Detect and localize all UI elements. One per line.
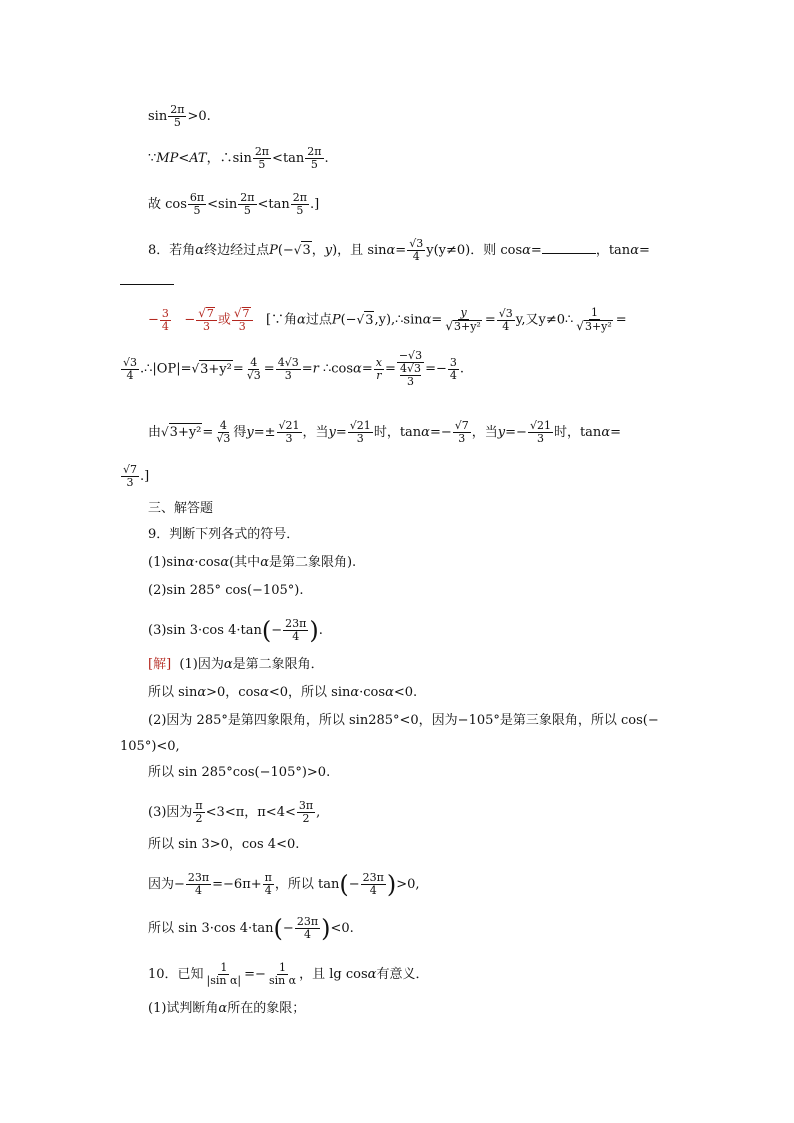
answer-blank [542, 241, 596, 254]
solution-line-5: 所以 sin 285°cos(−105°)>0. [148, 765, 331, 780]
solution-line-6: (3)因为 $\frac{\pi}{2}$ <3<π，π<4< $\frac{3\pi}{2}$ , [148, 799, 321, 825]
solution-line-3: (2)因为 285°是第四象限角，所以 sin285°<0，因为−105°是第三象限角，所以 cos(− [148, 713, 659, 728]
solution-start: [解] (1)因为α是第二象限角． [148, 657, 324, 672]
line-mp-at: ∵MP<AT，∴sin $\frac{2\pi}{5}$ <tan $\frac{2\pi}{5}$ . [148, 145, 329, 171]
question-9: 9．判断下列各式的符号． [148, 527, 300, 542]
question-9-3: (3)sin 3·cos 4·tan(− $\frac{23\pi}{4}$ ). [148, 616, 323, 645]
answer-8-line-2: $\frac{√3}{4}$ .∴|OP|=√3+y²= $\frac{4}{√3}$ = $\frac{4√3}{3}$ =r ∴cosα= $\frac{x}{r}$ = −√3 4√3 3 =− $\frac{3}{4}$ . [123, 349, 465, 388]
answer-8-line-4: $\frac{√7}{3}$ .] [123, 463, 150, 489]
question-9-1: (1)sinα·cosα(其中α是第二象限角). [148, 555, 357, 570]
section-heading: 三、解答题 [148, 501, 214, 516]
question-9-2: (2)sin 285° cos(−105°). [148, 583, 304, 598]
answer-blank-2 [120, 272, 174, 291]
solution-line-4: 105°)<0, [120, 739, 180, 754]
solution-line-8: 因为− $\frac{23\pi}{4}$ =−6π+ $\frac{\pi}{4}$ ，所以 tan(− $\frac{23\pi}{4}$ )>0, [148, 870, 420, 899]
question-10: 10．已知 $\frac{1}{\text{|sin α|}}$ =− $\frac{1}{\text{sin α}}$ ，且 lg cosα有意义． [148, 961, 429, 987]
question-8: 8．若角α终边经过点P(−√3，y)，且 sinα= $\frac{√3}{4}$ y(y≠0)．则 cosα= ，tanα= [148, 237, 650, 263]
answer-8-line-1: − $\frac{3}{4}$ − $\frac{√7}{3}$ 或 $\frac{√7}{3}$ [∵角α过点P(−√3,y),∴sinα= $\frac{y}{\text{√3+y²}}$ = $\frac{√3}{4}$ y,又y≠0∴ $\frac{1}{\text{√3+y²}}$ = [148, 306, 627, 333]
solution-line-9: 所以 sin 3·cos 4·tan(− $\frac{23\pi}{4}$ )<0. [148, 914, 354, 943]
line-sin-2pi-5: sin $\frac{2\pi}{5}$ >0. [148, 103, 211, 129]
answer-8-line-3: 由√3+y²= $\frac{4}{√3}$ 得y=± $\frac{√21}{3}$ ，当y= $\frac{√21}{3}$ 时，tanα=− $\frac{√7}{3}$ ，当y=− $\frac{√21}{3}$ 时，tanα= [148, 419, 621, 445]
solution-line-7: 所以 sin 3>0，cos 4<0. [148, 837, 300, 852]
question-10-1: (1)试判断角α所在的象限； [148, 1001, 306, 1016]
line-conclusion: 故 cos $\frac{6\pi}{5}$ <sin $\frac{2\pi}{5}$ <tan $\frac{2\pi}{5}$ .] [148, 191, 320, 217]
solution-line-2: 所以 sinα>0，cosα<0，所以 sinα·cosα<0. [148, 685, 418, 700]
